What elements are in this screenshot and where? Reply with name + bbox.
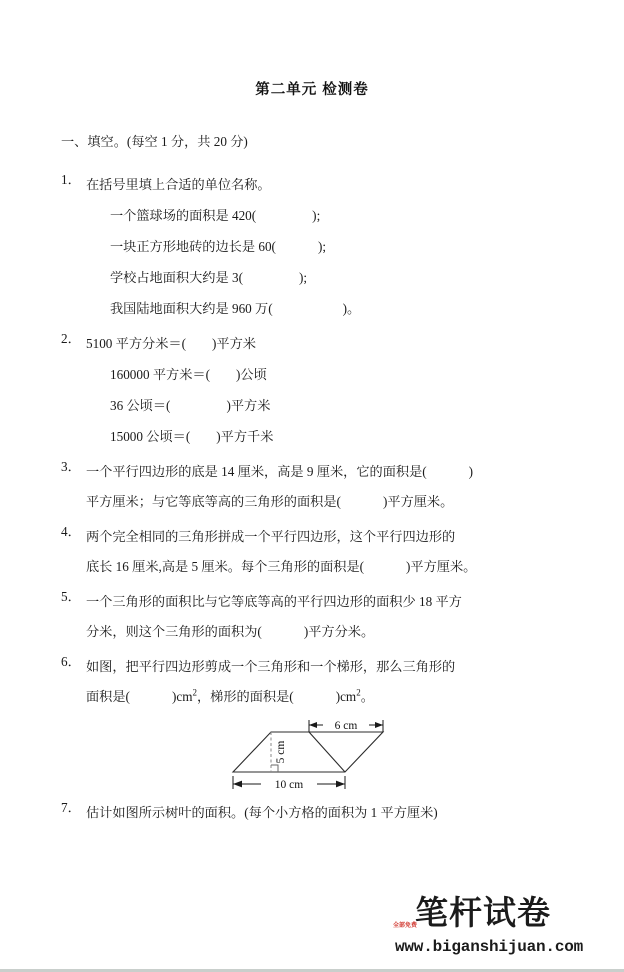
question-2-item-2-tail: )公顷: [236, 367, 267, 383]
question-7-line-1: 估计如图所示树叶的面积。(每个小方格的面积为 1 平方厘米): [86, 805, 438, 821]
question-1-number: 1．: [61, 172, 81, 188]
question-1-prompt: 在括号里填上合适的单位名称。: [86, 177, 271, 193]
question-1-body: [86, 170, 584, 324]
question-5-line-2-text: 分米，则这个三角形的面积为(: [86, 624, 262, 640]
question-3-line-1-text: 一个平行四边形的底是 14 厘米，高是 9 厘米，它的面积是(: [86, 464, 427, 480]
question-1-item-3-text: 学校占地面积大约是 3(: [110, 270, 243, 286]
question-7-body: [86, 798, 584, 828]
top-arrow-left: [309, 722, 317, 728]
unit-exponent: 2: [356, 687, 361, 698]
question-1-item-1: [86, 200, 584, 231]
question-3-line-2-tail: )平方厘米。: [382, 494, 454, 510]
question-3-body: [86, 457, 584, 517]
question-4-line-2-text: 底长 16 厘米,高是 5 厘米。每个三角形的面积是(: [86, 559, 365, 575]
question-4: [61, 522, 584, 582]
question-6-body: [86, 652, 584, 712]
question-4-body: [86, 522, 584, 582]
question-1-item-3-tail: );: [298, 270, 308, 286]
question-1-item-4: [86, 293, 584, 324]
top-label: 6 cm: [334, 720, 358, 733]
question-1-item-3: [86, 262, 584, 293]
question-2-item-4-text: 15000 公顷＝(: [110, 429, 191, 445]
question-2-item-2-text: 160000 平方米＝(: [110, 367, 211, 383]
question-4-line-2: [86, 552, 584, 582]
question-3-line-1-tail: ): [468, 464, 474, 480]
question-2-body: [86, 329, 584, 452]
question-2-item-3: [86, 390, 584, 421]
question-2-item-1-text: 5100 平方分米＝(: [86, 336, 187, 352]
base-arrow-left: [233, 781, 242, 788]
question-6-line-2-e: 。: [360, 689, 374, 705]
question-1: [61, 170, 584, 324]
question-6-number: 6．: [61, 654, 81, 670]
question-7-number: 7．: [61, 800, 81, 816]
question-2-item-3-text: 36 公顷＝(: [110, 398, 171, 414]
question-3-line-2: [86, 487, 584, 517]
watermark-badge: 全部免费: [393, 923, 418, 929]
parallelogram-figure: [195, 718, 410, 790]
question-2-item-1-tail: )平方米: [212, 336, 256, 352]
question-6-line-2-b: )cm: [171, 689, 193, 705]
exam-page: [0, 78, 624, 969]
question-2-item-3-tail: )平方米: [226, 398, 271, 414]
question-6-line-1: 如图，把平行四边形剪成一个三角形和一个梯形，那么三角形的: [86, 659, 456, 675]
question-1-item-1-text: 一个篮球场的面积是 420(: [110, 208, 257, 224]
question-6: [61, 652, 584, 712]
question-1-item-2-tail: );: [317, 239, 326, 255]
base-label: 10 cm: [274, 779, 304, 791]
question-4-line-1: 两个完全相同的三角形拼成一个平行四边形，这个平行四边形的: [86, 529, 456, 545]
question-5-line-2: [86, 617, 584, 647]
question-2-item-2: [86, 359, 584, 390]
question-2-number: 2．: [61, 331, 81, 347]
question-2-item-1: [86, 329, 584, 359]
unit-exponent: 2: [192, 687, 197, 698]
question-6-figure-wrap: [61, 718, 584, 790]
question-1-item-1-tail: );: [312, 208, 321, 224]
question-3-number: 3．: [61, 459, 81, 475]
watermark-brand-row: [393, 896, 598, 936]
watermark-url: www.biganshijuan.com: [395, 938, 584, 956]
question-5-line-1: 一个三角形的面积比与它等底等高的平行四边形的面积少 18 平方: [86, 594, 462, 610]
parallelogram-shape: [233, 732, 383, 772]
question-7: [61, 798, 584, 828]
question-1-item-4-tail: )。: [342, 301, 361, 317]
question-4-line-2-tail: )平方厘米。: [406, 559, 477, 575]
watermark: [393, 896, 598, 956]
exam-body: [0, 132, 624, 828]
question-3-line-2-text: 平方厘米；与它等底等高的三角形的面积是(: [86, 494, 341, 510]
question-5: [61, 587, 584, 647]
question-5-number: 5．: [61, 589, 81, 605]
question-3-line-1: [86, 457, 584, 487]
question-6-line-2-a: 面积是(: [86, 689, 130, 705]
question-6-line-2-d: )cm: [335, 689, 357, 705]
question-2-item-4-tail: )平方千米: [216, 429, 274, 445]
question-6-line-2: [86, 682, 584, 712]
question-2-item-4: [86, 421, 584, 452]
top-arrow-right: [375, 722, 383, 728]
base-arrow-right: [336, 781, 345, 788]
section-heading: 一、填空。(每空 1 分，共 20 分): [61, 134, 248, 149]
question-2: [61, 329, 584, 452]
question-1-item-2-text: 一块正方形地砖的边长是 60(: [110, 239, 276, 255]
question-5-line-2-tail: )平方分米。: [303, 624, 375, 640]
question-4-number: 4．: [61, 524, 81, 540]
question-1-item-4-text: 我国陆地面积大约是 960 万(: [110, 301, 273, 317]
watermark-brand: 笔杆试卷: [415, 894, 551, 931]
page-title: 第二单元 检测卷: [255, 82, 369, 98]
question-6-line-2-c: ，梯形的面积是(: [196, 689, 294, 705]
question-1-item-2: [86, 231, 584, 262]
parallelogram-diagram: [195, 718, 410, 790]
question-3: [61, 457, 584, 517]
height-label: 5 cm: [275, 740, 287, 764]
question-5-body: [86, 587, 584, 647]
